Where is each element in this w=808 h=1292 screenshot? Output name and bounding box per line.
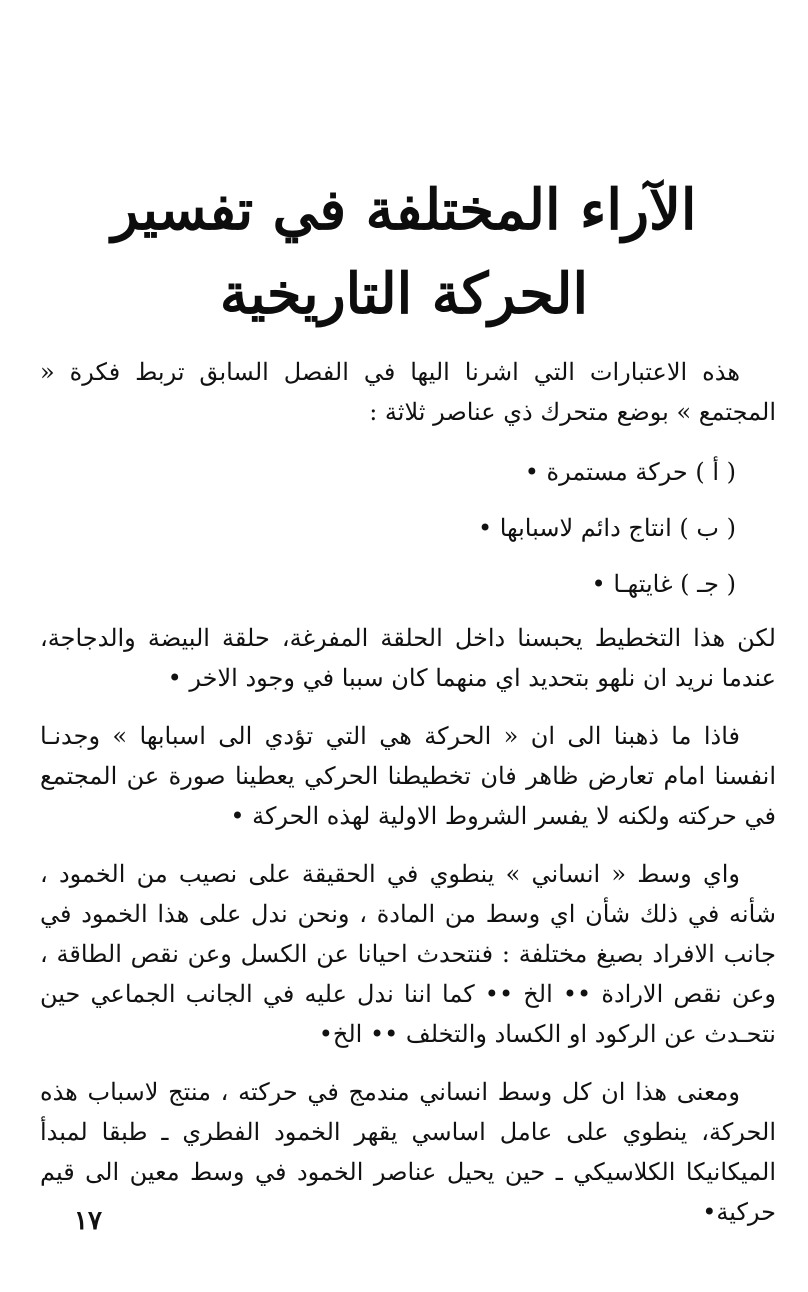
chapter-title-line-1: الآراء المختلفة في تفسير (111, 177, 697, 243)
chapter-title (60, 168, 748, 336)
paragraph-intro: هذه الاعتبارات التي اشرنا اليها في الفصل السابق تربط فكرة « المجتمع » بوضع متحرك ذي عناصر ثلاثة : (40, 358, 776, 426)
list-item-b: ( ب ) انتاج دائم لاسبابها • (477, 514, 736, 542)
list-item-a: ( أ ) حركة مستمرة • (524, 458, 736, 486)
body-text (40, 352, 776, 1242)
list-item-c: ( جـ ) غايتهـا • (591, 570, 736, 598)
page-number: ١٧ (74, 1206, 102, 1236)
paragraph-circle: لكن هذا التخطيط يحبسنا داخل الحلقة المفرغة، حلقة البيضة والدجاجة، عندما نريد ان نلهو بتحديد اي منهما كان سببا في وجود الاخر • (40, 624, 776, 692)
paragraph-contradiction: فاذا ما ذهبنا الى ان « الحركة هي التي تؤدي الى اسبابها » وجدنـا انفسنا امام تعارض ظاهر فان تخطيطنا الحركي يعطينا صورة عن المجتمع في حركته ولكنه لا يفسر الشروط الاولية لهذه الحركة • (40, 722, 776, 830)
paragraph-inertia: واي وسط « انساني » ينطوي في الحقيقة على نصيب من الخمود ، شأنه في ذلك شأن اي وسط من المادة ، ونحن ندل على هذا الخمود في جانب الافراد بصيغ مختلفة : فنتحدث احيانا عن الكسل وعن نقص الطاقة ، وعن نقص الارادة •• الخ •• كما اننا ندل عليه في الجانب الجماعي حين نتحـدث عن الركود او الكساد والتخلف •• الخ• (40, 860, 776, 1048)
paragraph-conclusion: ومعنى هذا ان كل وسط انساني مندمج في حركته ، منتج لاسباب هذه الحركة، ينطوي على عامل اساسي يقهر الخمود الفطري ـ طبقا لمبدأ الميكانيكا الكلاسيكي ـ حين يحيل عناصر الخمود في وسط معين الى قيم حركية• (40, 1078, 776, 1226)
chapter-title-line-2: الحركة التاريخية (219, 261, 589, 327)
